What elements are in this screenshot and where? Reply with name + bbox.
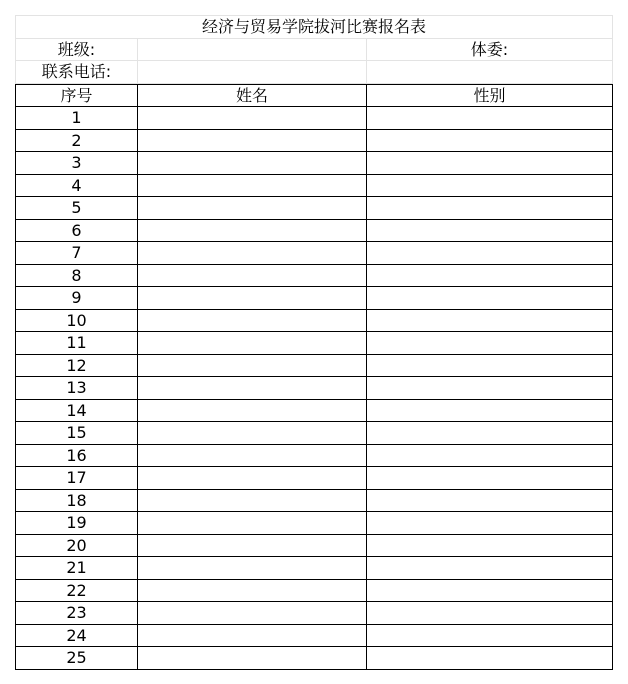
table-row — [16, 242, 613, 265]
row-index: 18 — [16, 489, 138, 512]
row-name-cell[interactable] — [138, 557, 367, 580]
table-row — [16, 152, 613, 175]
row-gender-cell[interactable] — [367, 219, 613, 242]
table-row — [16, 197, 613, 220]
column-header-gender: 性别 — [367, 84, 613, 107]
table-row — [16, 624, 613, 647]
row-index: 3 — [16, 152, 138, 175]
form-title: 经济与贸易学院拔河比赛报名表 — [16, 16, 613, 39]
row-index: 8 — [16, 264, 138, 287]
row-index: 4 — [16, 174, 138, 197]
row-index: 19 — [16, 512, 138, 535]
row-name-cell[interactable] — [138, 647, 367, 670]
table-row — [16, 422, 613, 445]
table-row — [16, 129, 613, 152]
row-index: 20 — [16, 534, 138, 557]
row-index: 1 — [16, 107, 138, 130]
row-index: 6 — [16, 219, 138, 242]
registration-form — [15, 15, 612, 670]
row-gender-cell[interactable] — [367, 242, 613, 265]
form-header-table — [15, 15, 613, 84]
class-field[interactable] — [138, 38, 367, 61]
row-gender-cell[interactable] — [367, 309, 613, 332]
table-row — [16, 399, 613, 422]
row-gender-cell[interactable] — [367, 197, 613, 220]
row-name-cell[interactable] — [138, 129, 367, 152]
table-row — [16, 579, 613, 602]
class-row — [16, 38, 613, 61]
row-name-cell[interactable] — [138, 219, 367, 242]
row-gender-cell[interactable] — [367, 624, 613, 647]
table-row — [16, 174, 613, 197]
row-index: 14 — [16, 399, 138, 422]
committee-label: 体委: — [470, 39, 509, 59]
row-name-cell[interactable] — [138, 264, 367, 287]
row-gender-cell[interactable] — [367, 422, 613, 445]
row-name-cell[interactable] — [138, 242, 367, 265]
row-gender-cell[interactable] — [367, 107, 613, 130]
table-row — [16, 602, 613, 625]
row-index: 17 — [16, 467, 138, 490]
row-index: 7 — [16, 242, 138, 265]
table-row — [16, 557, 613, 580]
table-row — [16, 512, 613, 535]
table-row — [16, 534, 613, 557]
roster-table — [15, 84, 613, 670]
row-gender-cell[interactable] — [367, 444, 613, 467]
row-name-cell[interactable] — [138, 152, 367, 175]
row-index: 25 — [16, 647, 138, 670]
row-name-cell[interactable] — [138, 422, 367, 445]
row-gender-cell[interactable] — [367, 489, 613, 512]
table-row — [16, 489, 613, 512]
row-name-cell[interactable] — [138, 489, 367, 512]
row-gender-cell[interactable] — [367, 264, 613, 287]
row-index: 9 — [16, 287, 138, 310]
row-index: 16 — [16, 444, 138, 467]
row-gender-cell[interactable] — [367, 467, 613, 490]
row-gender-cell[interactable] — [367, 602, 613, 625]
row-gender-cell[interactable] — [367, 579, 613, 602]
row-name-cell[interactable] — [138, 377, 367, 400]
row-index: 23 — [16, 602, 138, 625]
table-row — [16, 332, 613, 355]
row-name-cell[interactable] — [138, 512, 367, 535]
row-name-cell[interactable] — [138, 174, 367, 197]
column-header-name: 姓名 — [138, 84, 367, 107]
row-gender-cell[interactable] — [367, 332, 613, 355]
row-index: 11 — [16, 332, 138, 355]
row-index: 13 — [16, 377, 138, 400]
row-name-cell[interactable] — [138, 602, 367, 625]
row-gender-cell[interactable] — [367, 287, 613, 310]
row-index: 22 — [16, 579, 138, 602]
table-row — [16, 467, 613, 490]
row-name-cell[interactable] — [138, 107, 367, 130]
row-gender-cell[interactable] — [367, 534, 613, 557]
phone-row — [16, 61, 613, 84]
table-row — [16, 264, 613, 287]
row-name-cell[interactable] — [138, 579, 367, 602]
class-label: 班级: — [16, 38, 138, 61]
row-index: 21 — [16, 557, 138, 580]
title-row — [16, 16, 613, 39]
row-name-cell[interactable] — [138, 354, 367, 377]
row-name-cell[interactable] — [138, 332, 367, 355]
row-gender-cell[interactable] — [367, 647, 613, 670]
phone-spare-cell — [367, 61, 613, 84]
row-name-cell[interactable] — [138, 467, 367, 490]
row-gender-cell[interactable] — [367, 377, 613, 400]
table-header-row — [16, 84, 613, 107]
table-row — [16, 287, 613, 310]
phone-field[interactable] — [138, 61, 367, 84]
row-index: 24 — [16, 624, 138, 647]
row-name-cell[interactable] — [138, 534, 367, 557]
column-header-index: 序号 — [16, 84, 138, 107]
row-name-cell[interactable] — [138, 309, 367, 332]
committee-cell[interactable] — [367, 38, 613, 61]
row-name-cell[interactable] — [138, 197, 367, 220]
row-gender-cell[interactable] — [367, 174, 613, 197]
row-gender-cell[interactable] — [367, 152, 613, 175]
row-index: 15 — [16, 422, 138, 445]
row-index: 10 — [16, 309, 138, 332]
row-gender-cell[interactable] — [367, 399, 613, 422]
phone-label: 联系电话: — [16, 61, 138, 84]
row-name-cell[interactable] — [138, 399, 367, 422]
table-row — [16, 377, 613, 400]
row-index: 12 — [16, 354, 138, 377]
table-row — [16, 647, 613, 670]
row-index: 5 — [16, 197, 138, 220]
row-gender-cell[interactable] — [367, 512, 613, 535]
table-row — [16, 309, 613, 332]
row-name-cell[interactable] — [138, 287, 367, 310]
row-gender-cell[interactable] — [367, 129, 613, 152]
table-row — [16, 444, 613, 467]
row-index: 2 — [16, 129, 138, 152]
row-name-cell[interactable] — [138, 444, 367, 467]
row-name-cell[interactable] — [138, 624, 367, 647]
row-gender-cell[interactable] — [367, 557, 613, 580]
table-row — [16, 354, 613, 377]
row-gender-cell[interactable] — [367, 354, 613, 377]
table-row — [16, 107, 613, 130]
table-row — [16, 219, 613, 242]
